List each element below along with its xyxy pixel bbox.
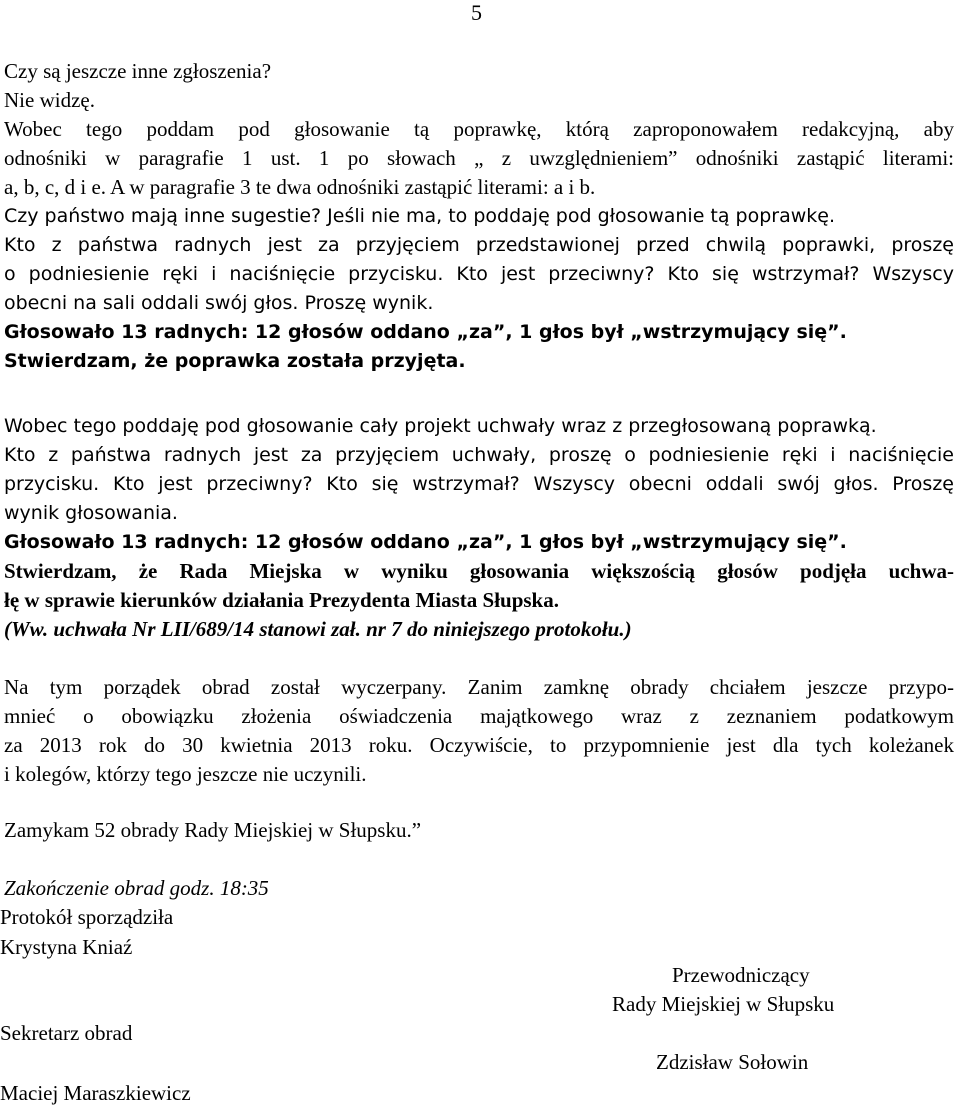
text-line: Kto z państwa radnych jest za przyjęciem uchwały, proszę o podniesienie ręki i naciśnięcie (4, 444, 954, 466)
text-line: obecni na sali oddali swój głos. Proszę wynik. (4, 292, 434, 314)
text-line: Nie widzę. (4, 88, 95, 112)
text-line: Wobec tego poddam pod głosowanie tą poprawkę, którą zaproponowałem redakcyjną, aby (4, 117, 954, 141)
closing-line: Zamykam 52 obrady Rady Miejskiej w Słupsku.” (4, 818, 422, 842)
text-line-question: Czy są jeszcze inne zgłoszenia? (4, 59, 272, 83)
end-time: Zakończenie obrad godz. 18:35 (4, 876, 269, 900)
text-line: a, b, c, d i e. A w paragrafie 3 te dwa odnośniki zastąpić literami: a i b. (4, 175, 596, 199)
text-line: Czy państwo mają inne sugestie? Jeśli nie ma, to poddaję pod głosowanie tą poprawkę. (4, 205, 836, 227)
text-line: Na tym porządek obrad został wyczerpany. Zanim zamknę obrady chciałem jeszcze przypo- (4, 675, 954, 699)
attachment-note: (Ww. uchwała Nr LII/689/14 stanowi zał. nr 7 do niniejszego protokołu.) (4, 617, 632, 641)
chair-name: Zdzisław Sołowin (656, 1050, 809, 1074)
resolution-statement: Stwierdzam, że poprawka została przyjęta. (4, 350, 466, 372)
secretary-name: Maciej Maraszkiewicz (0, 1081, 191, 1105)
text-line: Wobec tego poddaję pod głosowanie cały projekt uchwały wraz z przegłosowaną poprawką. (4, 415, 877, 437)
text-line: o podniesienie ręki i naciśnięcie przycisku. Kto jest przeciwny? Kto się wstrzymał? Wszyscy (4, 263, 954, 285)
vote-result-line: Głosowało 13 radnych: 12 głosów oddano „za”, 1 głos był „wstrzymujący się”. (4, 531, 847, 553)
chair-council-name: Rady Miejskiej w Słupsku (612, 992, 835, 1016)
page-number: 5 (471, 0, 482, 25)
chair-title: Przewodniczący (672, 963, 810, 987)
secretary-label: Sekretarz obrad (0, 1021, 133, 1045)
protocol-author-label: Protokół sporządziła (0, 905, 174, 929)
resolution-statement: łę w sprawie kierunków działania Prezydenta Miasta Słupska. (4, 588, 559, 612)
text-line: i kolegów, którzy tego jeszcze nie uczynili. (4, 762, 367, 786)
text-line: wynik głosowania. (4, 502, 178, 524)
text-line: Kto z państwa radnych jest za przyjęciem przedstawionej przed chwilą poprawki, proszę (4, 234, 954, 256)
text-line: odnośniki w paragrafie 1 ust. 1 po słowach „ z uwzględnieniem” odnośniki zastąpić literami: (4, 146, 954, 170)
vote-result-line: Głosowało 13 radnych: 12 głosów oddano „za”, 1 głos był „wstrzymujący się”. (4, 321, 847, 343)
resolution-statement: Stwierdzam, że Rada Miejska w wyniku głosowania większością głosów podjęła uchwa- (4, 559, 954, 583)
text-line: przycisku. Kto jest przeciwny? Kto się wstrzymał? Wszyscy obecni oddali swój głos. Proszę (4, 473, 954, 495)
protocol-author-name: Krystyna Kniaź (0, 935, 133, 959)
text-line: mnieć o obowiązku złożenia oświadczenia majątkowego wraz z zeznaniem podatkowym (4, 704, 954, 728)
text-line: za 2013 rok do 30 kwietnia 2013 roku. Oczywiście, to przypomnienie jest dla tych koleżanek (4, 733, 954, 757)
